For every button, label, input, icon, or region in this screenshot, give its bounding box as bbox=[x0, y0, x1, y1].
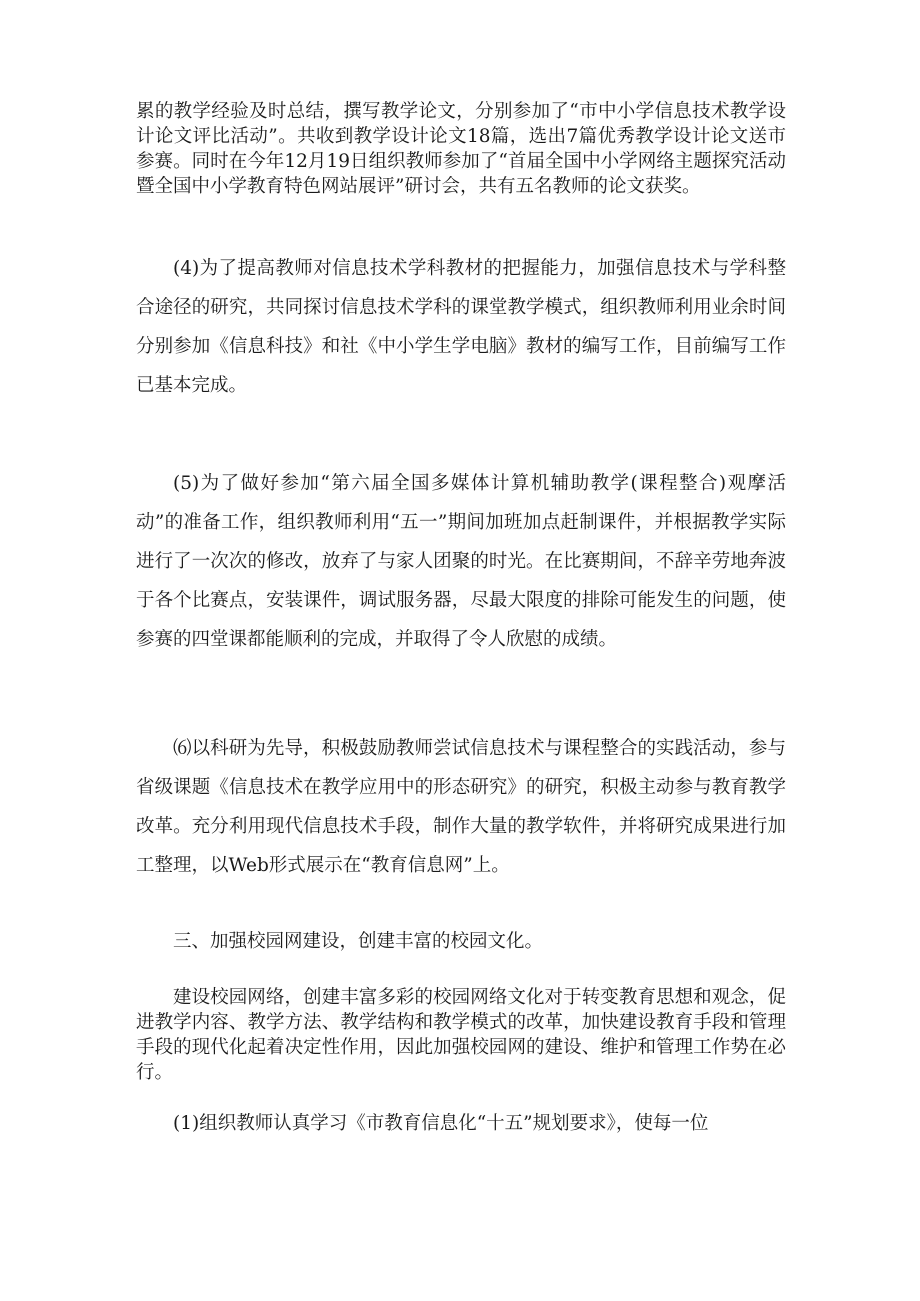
paragraph-item-1: (1)组织教师认真学习《市教育信息化“十五”规划要求》，使每一位 bbox=[173, 1113, 709, 1134]
paragraph-campus-network: 建设校园网络，创建丰富多彩的校园网络文化对于转变教育思想和观念，促进教学内容、教学方法、教学结构和教学模式的改革，加快建设教育手段和管理手段的现代化起着决定性作用，因此加强校园网的建设、维护和管理工作势在必行。 bbox=[136, 987, 786, 1083]
paragraph-item-5: (5)为了做好参加“第六届全国多媒体计算机辅助教学(课程整合)观摩活动”的准备工作，组织教师利用“五一”期间加班加点赶制课件，并根据教学实际进行了一次次的修改，放弃了与家人团聚的时光。在比赛期间，不辞辛劳地奔波于各个比赛点，安装课件，调试服务器，尽最大限度的排除可能发生的问题，使参赛的四堂课都能顺利的完成，并取得了令人欣慰的成绩。 bbox=[136, 473, 786, 650]
paragraph-item-4: (4)为了提高教师对信息技术学科教材的把握能力，加强信息技术与学科整合途径的研究，共同探讨信息技术学科的课堂教学模式，组织教师利用业余时间分别参加《信息科技》和社《中小学生学电脑》教材的编写工作，目前编写工作已基本完成。 bbox=[136, 258, 786, 396]
paragraph-papers-summary: 累的教学经验及时总结，撰写教学论文，分别参加了“市中小学信息技术教学设计论文评比活动”。共收到教学设计论文18篇，选出7篇优秀教学设计论文送市参赛。同时在今年12月19日组织教师参加了“首届全国中小学网络主题探究活动暨全国中小学教育特色网站展评”研讨会，共有五名教师的论文获奖。 bbox=[136, 101, 786, 197]
paragraph-item-6: ⑹以科研为先导，积极鼓励教师尝试信息技术与课程整合的实践活动，参与省级课题《信息技术在教学应用中的形态研究》的研究，积极主动参与教育教学改革。充分利用现代信息技术手段，制作大量的教学软件，并将研究成果进行加工整理，以Web形式展示在“教育信息网”上。 bbox=[136, 738, 786, 876]
section-heading-3: 三、加强校园网建设，创建丰富的校园文化。 bbox=[173, 931, 544, 952]
